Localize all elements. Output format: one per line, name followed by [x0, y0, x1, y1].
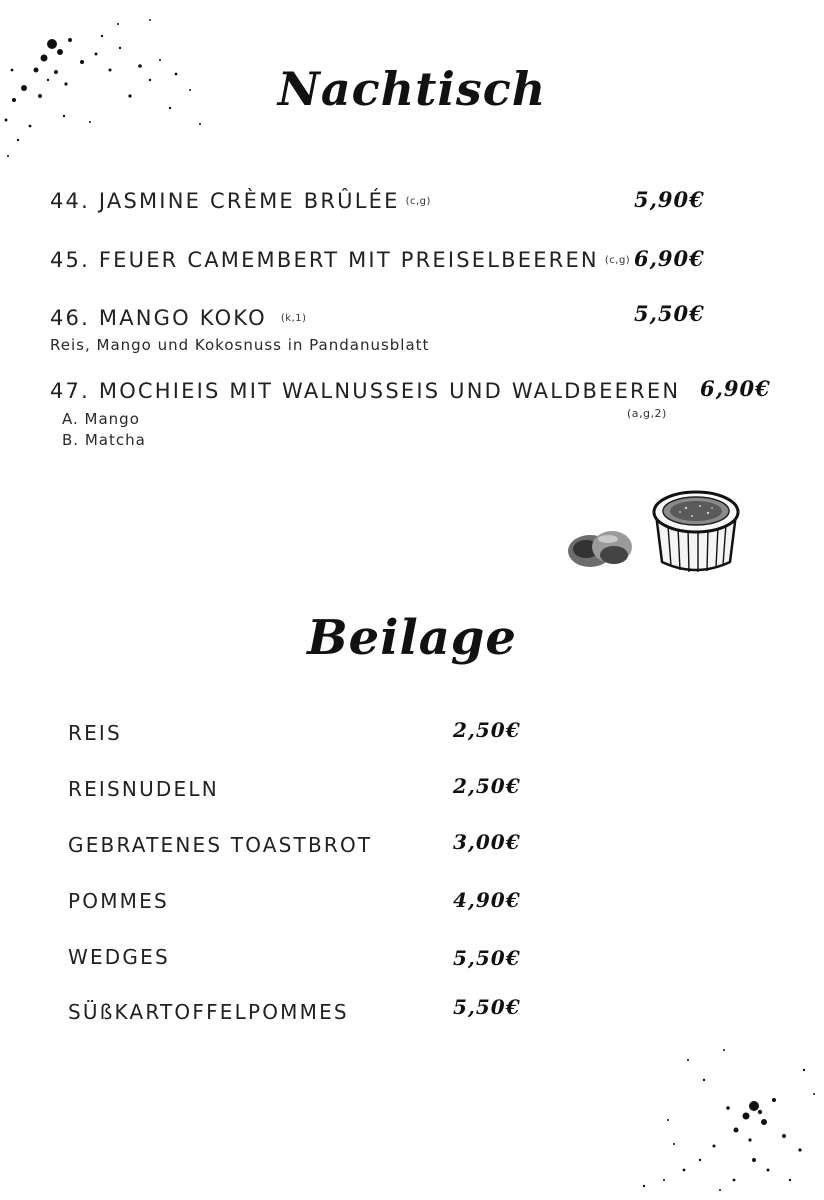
side-item-reis: REIS: [68, 721, 122, 745]
item-name: 46. MANGO KOKO: [50, 306, 267, 330]
section-title-nachtisch: Nachtisch: [277, 62, 547, 116]
side-price-toastbrot: 3,00€: [453, 830, 521, 854]
item-name: 47. MOCHIEIS MIT WALNUSSEIS UND WALDBEEREN: [50, 379, 681, 403]
allergen-codes: (k,1): [280, 313, 307, 324]
item-option-matcha: B. Matcha: [62, 431, 146, 449]
mochi-illustration: [566, 525, 636, 573]
allergen-codes: (c,g): [405, 196, 431, 207]
side-item-pommes: POMMES: [68, 889, 169, 913]
side-price-reisnudeln: 2,50€: [453, 774, 521, 798]
item-name: 45. FEUER CAMEMBERT MIT PREISELBEEREN: [50, 248, 599, 272]
creme-brulee-illustration: [650, 486, 742, 576]
menu-item-45: [50, 248, 630, 272]
item-name: 44. JASMINE CRÈME BRÛLÉE: [50, 189, 400, 213]
item-description-46: Reis, Mango und Kokosnuss in Pandanusblatt: [50, 336, 430, 354]
menu-item-44: [50, 189, 431, 213]
side-item-reisnudeln: REISNUDELN: [68, 777, 219, 801]
item-price-45: 6,90€: [634, 246, 705, 271]
side-item-suesskartoffelpommes: SÜßKARTOFFELPOMMES: [68, 1000, 349, 1024]
side-price-reis: 2,50€: [453, 718, 521, 742]
allergen-codes-47: (a,g,2): [627, 407, 667, 420]
side-price-wedges: 5,50€: [453, 946, 521, 970]
side-item-wedges: WEDGES: [68, 945, 170, 969]
ink-splatter-bottom-right: [604, 1020, 824, 1200]
item-price-44: 5,90€: [634, 187, 705, 212]
menu-item-46: [50, 306, 307, 330]
side-item-toastbrot: GEBRATENES TOASTBROT: [68, 833, 373, 857]
menu-item-47: [50, 379, 680, 403]
side-price-pommes: 4,90€: [453, 888, 521, 912]
allergen-codes: (c,g): [604, 255, 631, 266]
item-option-mango: A. Mango: [62, 410, 140, 428]
item-price-46: 5,50€: [634, 301, 705, 326]
section-title-beilage: Beilage: [307, 610, 517, 666]
item-price-47: 6,90€: [700, 376, 771, 401]
side-price-suesskartoffelpommes: 5,50€: [453, 995, 521, 1019]
